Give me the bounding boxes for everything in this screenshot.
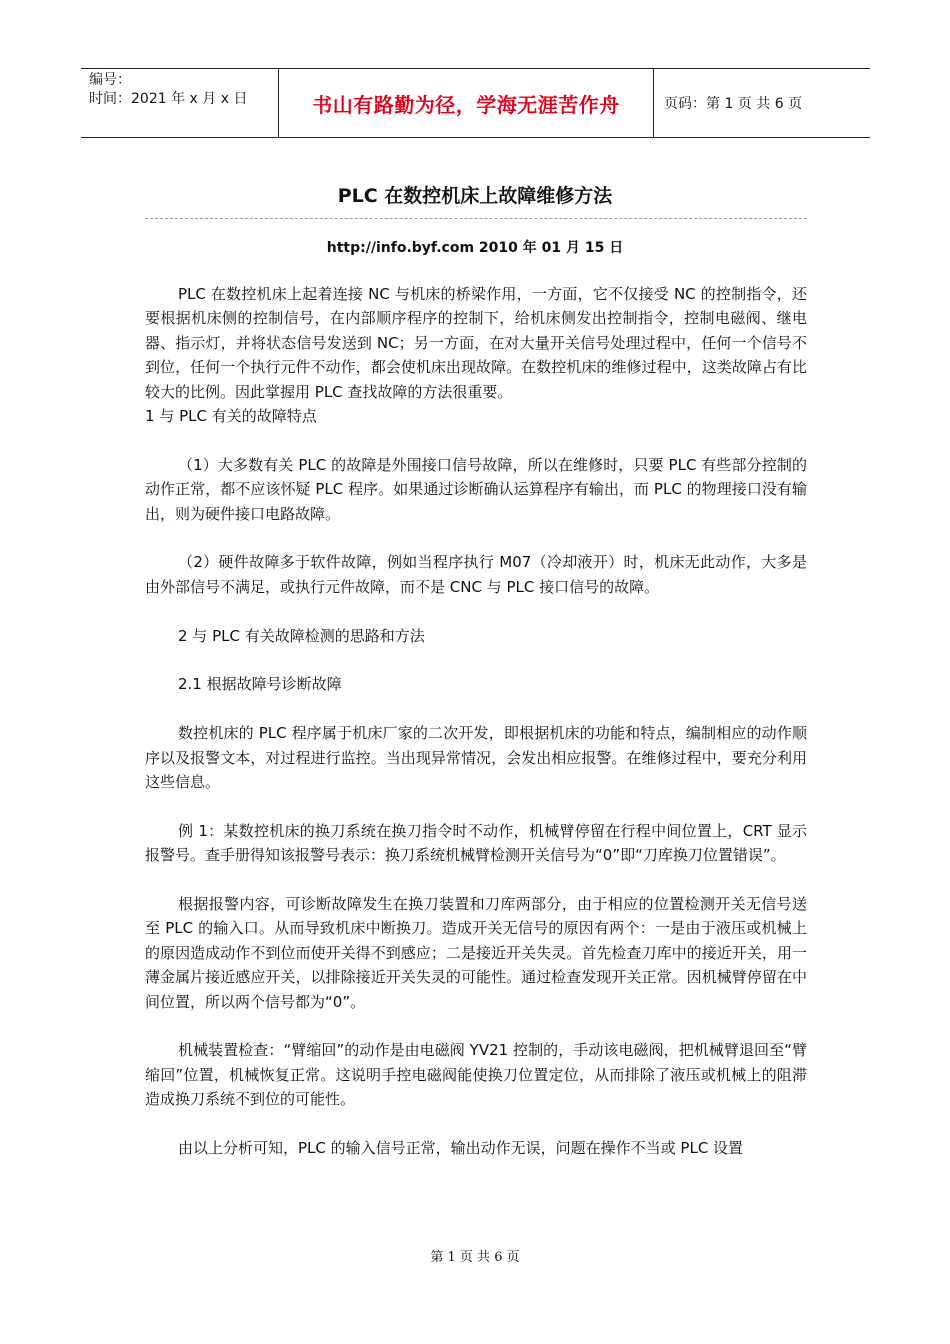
motto: 书山有路勤为径，学海无涯苦作舟 [279, 69, 654, 137]
number-label: 编号： [89, 72, 131, 88]
title-divider [145, 218, 807, 219]
paragraph: 机械装置检查：“臂缩回”的动作是由电磁阀 YV21 控制的，手动该电磁阀，把机械臂退回至“臂缩回”位置，机械恢复正常。这说明手控电磁阀能使换刀位置定位，从而排除了液压或机械上的阻滞造成换刀系统不到位的可能性。 [145, 1041, 807, 1109]
subsection-heading: 2.1 根据故障号诊断故障 [178, 675, 342, 694]
section-heading: 2 与 PLC 有关故障检测的思路和方法 [178, 626, 425, 645]
paragraph: PLC 在数控机床上起着连接 NC 与机床的桥梁作用，一方面，它不仅接受 NC 的控制指令，还要根据机床侧的控制信号，在内部顺序程序的控制下，给机床侧发出控制指令，控制电磁阀、继电器、指示灯，并将状态信号发送到 NC；另一方面，在对大量开关信号处理过程中，任何一个信号不到位，任何一个执行元件不动作，都会使机床出现故障。在数控机床的维修过程中，这类故障占有比较大的比例。因此掌握用 PLC 查找故障的方法很重要。 [145, 285, 807, 401]
page-info: 页码：第 1 页 共 6 页 [664, 96, 803, 112]
article-body [145, 282, 807, 1160]
header-meta [81, 69, 279, 137]
paragraph: （2）硬件故障多于软件故障，例如当程序执行 M07（冷却液开）时，机床无此动作，大多是由外部信号不满足，或执行元件故障，而不是 CNC 与 PLC 接口信号的故障。 [145, 553, 807, 596]
article-title: PLC 在数控机床上故障维修方法 [337, 185, 613, 207]
time-label: 时间：2021 年 x 月 x 日 [89, 91, 248, 107]
paragraph: 例 1：某数控机床的换刀系统在换刀指令时不动作，机械臂停留在行程中间位置上，CRT 显示报警号。查手册得知该报警号表示：换刀系统机械臂检测开关信号为“0”即“刀库换刀位置错误”。 [145, 821, 807, 865]
page-footer: 第 1 页 共 6 页 [430, 1250, 520, 1265]
paragraph: 根据报警内容，可诊断故障发生在换刀装置和刀库两部分，由于相应的位置检测开关无信号送至 PLC 的输入口。从而导致机床中断换刀。造成开关无信号的原因有两个：一是由于液压或机械上的原因造成动作不到位而使开关得不到感应；二是接近开关失灵。首先检查刀库中的接近开关，用一薄金属片接近感应开关，以排除接近开关失灵的可能性。通过检查发现开关正常。因机械臂停留在中间位置，所以两个信号都为“0”。 [145, 895, 807, 1011]
article-source: http://info.byf.com 2010 年 01 月 15 日 [326, 240, 624, 256]
header-table [81, 68, 870, 138]
paragraph: 数控机床的 PLC 程序属于机床厂家的二次开发，即根据机床的功能和特点，编制相应的动作顺序以及报警文本，对过程进行监控。当出现异常情况，会发出相应报警。在维修过程中，要充分利用这些信息。 [145, 724, 807, 792]
paragraph: （1）大多数有关 PLC 的故障是外围接口信号故障，所以在维修时，只要 PLC 有些部分控制的动作正常，都不应该怀疑 PLC 程序。如果通过诊断确认运算程序有输出，而 PLC 的物理接口没有输出，则为硬件接口电路故障。 [145, 455, 807, 523]
section-heading: 1 与 PLC 有关的故障特点 [145, 407, 317, 426]
paragraph: 由以上分析可知，PLC 的输入信号正常，输出动作无误，问题在操作不当或 PLC 设置 [178, 1139, 744, 1158]
